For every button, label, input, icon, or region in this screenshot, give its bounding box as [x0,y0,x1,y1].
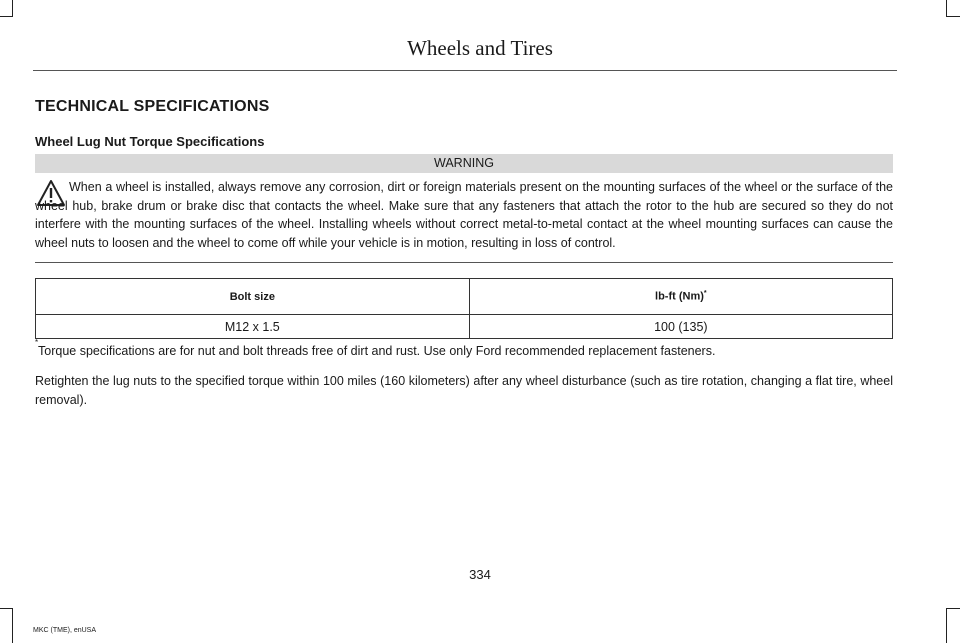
header-bolt-size: Bolt size [229,290,275,303]
crop-mark [946,0,947,16]
document-code: MKC (TME), enUSA [33,627,97,634]
footnote-text: Torque specifications are for nut and bolt threads free of dirt and rust. Use only Ford recommended replacement fasteners. [38,344,716,358]
crop-mark [946,608,947,643]
table-header-row [36,279,893,315]
footnote-marker: * [703,290,707,298]
table-row [36,315,893,339]
warning-rule [35,262,893,263]
header-rule [33,70,897,71]
crop-mark [0,608,13,609]
warning-label: WARNING [35,154,893,173]
table-cell: 100 (135) [469,315,892,339]
table-header-cell [36,279,470,315]
torque-table [35,278,893,339]
section-title: Wheels and Tires [407,36,553,60]
crop-mark [12,608,13,643]
crop-mark [946,608,960,609]
footnote-marker: * [35,338,39,347]
page-number: 334 [469,567,491,582]
warning-text: When a wheel is installed, always remove any corrosion, dirt or foreign materials present on the mounting surfaces of the wheel or the surface of the wheel hub, brake drum or brake disc that contacts the wheel. Make sure that any fasteners that attach the rotor to the hub are secured so they do not interfere with the mounting surfaces of the wheel. Installing wheels without correct metal-to-metal contact at the wheel mounting surfaces can cause the wheel nuts to loosen and the wheel to come off while your vehicle is in motion, resulting in loss of control. [35,180,893,250]
header-torque: lb-ft (Nm) [655,290,704,303]
crop-mark [946,16,960,17]
table-cell: M12 x 1.5 [36,315,470,339]
page-heading: TECHNICAL SPECIFICATIONS [35,98,270,115]
crop-mark [0,16,13,17]
table-header-cell [469,279,892,315]
subheading: Wheel Lug Nut Torque Specifications [35,134,265,149]
body-paragraph: Retighten the lug nuts to the specified torque within 100 miles (160 kilometers) after any wheel disturbance (such as tire rotation, changing a flat tire, wheel removal). [35,374,893,407]
crop-mark [12,0,13,16]
